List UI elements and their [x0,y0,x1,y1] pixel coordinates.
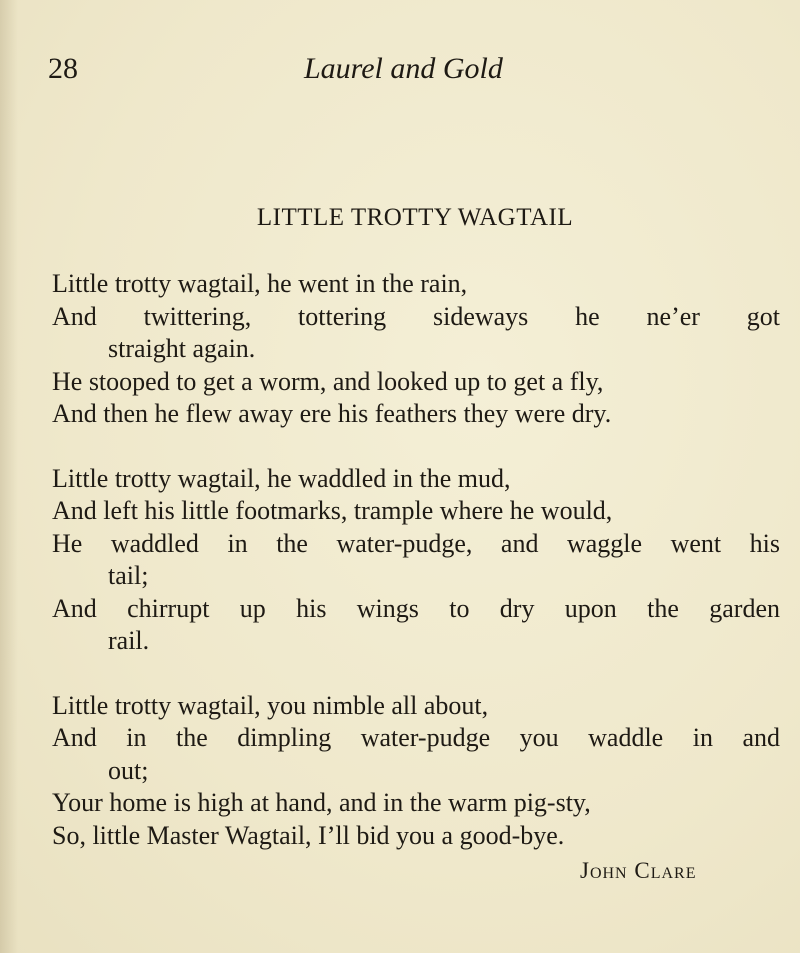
running-title: Laurel and Gold [304,52,503,85]
poem-line: Little trotty wagtail, you nimble all about, [52,690,489,720]
poem-line-continuation: out; [108,755,149,785]
poem-line: Little trotty wagtail, he went in the rain, [52,269,468,298]
stanza-2 [52,463,780,658]
poem-line: Little trotty wagtail, he waddled in the mud, [52,463,511,493]
poem-line: And chirrupt up his wings to dry upon the garden [52,593,780,623]
poem-line: So, little Master Wagtail, I’ll bid you a good-bye. [52,820,565,850]
poem-body [52,268,780,884]
stanza-1 [52,268,780,431]
poem-line: And in the dimpling water-pudge you waddle in and [52,723,780,752]
page-gutter-shadow [0,0,18,953]
poem-line-continuation: straight again. [108,334,256,363]
stanza-3 [52,690,780,853]
poem-line-continuation: tail; [108,561,149,590]
poem-line: And twittering, tottering sideways he ne’er got [52,301,780,331]
poem-line: And left his little footmarks, trample where he would, [52,496,613,525]
poem-author: John Clare [580,858,697,883]
poem-line: And then he flew away ere his feathers they were dry. [52,399,612,428]
poem-line: He stooped to get a worm, and looked up to get a fly, [52,366,604,396]
poem-line: Your home is high at hand, and in the warm pig-sty, [52,788,591,817]
poem-title: LITTLE TROTTY WAGTAIL [256,204,574,231]
page-number: 28 [48,52,78,85]
poem-line: He waddled in the water-pudge, and waggle went his [52,528,780,558]
page-header [48,48,758,98]
poem-line-continuation: rail. [108,626,150,655]
